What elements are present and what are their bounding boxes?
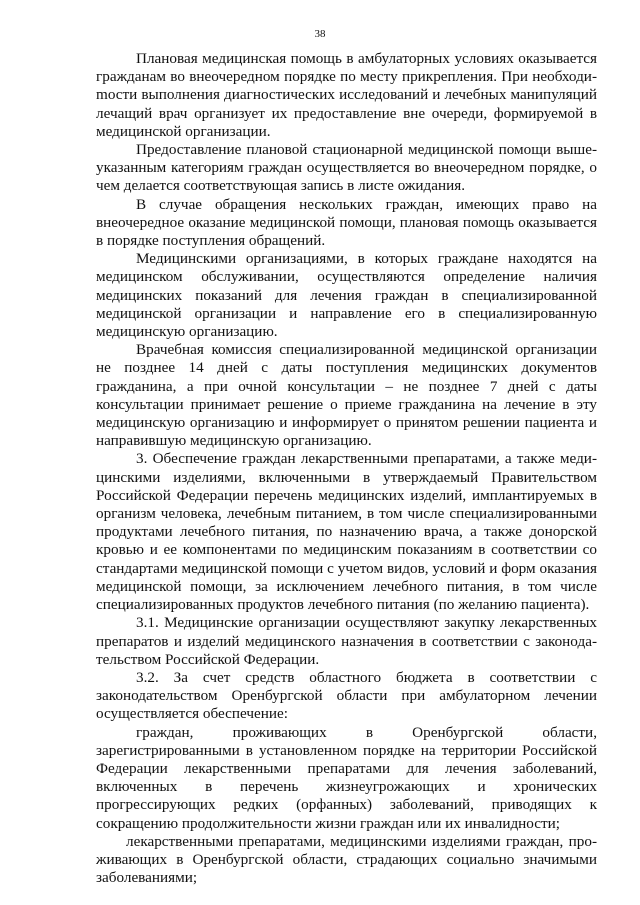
paragraph-orphan-diseases: граждан, проживающих в Оренбургской области, зарегистрированными в установленном порядке на территории Российской Федерации лекарственными препаратами для лечения заболеваний, включенных в перечень жизнеугрожающих и хронических прогрессирующих редких (орфанных) заболеваний, приводящих к сокращению продолжительности жизни граждан или их инвалидности; <box>96 723 597 832</box>
paragraph-medical-commission: Врачебная комиссия специализированной медицинской организации не позднее 14 дней с даты поступления медицинских документов гражданина, а при очной консультации – не позднее 7 дней с даты консультации принимает решение о приеме гражданина на лечение в эту медицинскую организацию и информирует о принятом решении пациента и направившую медицинскую организацию. <box>96 341 597 450</box>
paragraph-medical-indications: Медицинскими организациями, в которых граждане находятся на медицинском обслуживании, осуществляются определение наличия медицинских показаний для лечения граждан в специализированной медицинской организации и направление его в специализированную медицинскую организацию. <box>96 250 597 341</box>
paragraph-section-3-2: 3.2. За счет средств областного бюджета в соответствии с законодательством Оренбургской области при амбулаторном лечении осуществляется обеспечение: <box>96 668 597 723</box>
paragraph-planned-outpatient-care: Плановая медицинская помощь в амбулаторных условиях оказывается гражданам во внеочередном порядке по месту прикрепления. При необходиmости выполнения диагностических исследований и лечебных манипуляций лечащий врач организует их предоставление вне очереди, формируемой в медицинской организации. <box>96 50 597 140</box>
paragraph-socially-significant-diseases: лекарственными препаратами, медицинскими изделиями граждан, проживающих в Оренбургской области, страдающих социально значимыми заболеваниями; <box>96 832 597 887</box>
page-number: 38 <box>314 28 326 40</box>
paragraph-section-3-1: 3.1. Медицинские организации осуществляют закупку лекарственных препаратов и изделий медицинского назначения в соответствии с законодательством Российской Федерации. <box>96 614 597 668</box>
paragraph-planned-inpatient-care: Предоставление плановой стационарной медицинской помощи вышеуказанным категориям граждан осуществляется во внеочередном порядке, о чем делается соответствующая запись в листе ожидания. <box>96 141 597 195</box>
paragraph-section-3: 3. Обеспечение граждан лекарственными препаратами, а также медицинскими изделиями, включенными в утверждаемый Правительством Российской Федерации перечень медицинских изделий, имплантируемых в организм человека, лечебным питанием, в том числе специализированными продуктами лечебного питания, по назначению врача, а также донорской кровью и ее компонентами по медицинским показаниям в соответствии со стандартами медицинской помощи с учетом видов, условий и форм оказания медицинской помощи, за исключением лечебного питания, в том числе специализированных продуктов лечебного питания (по желанию пациента). <box>96 450 597 614</box>
document-body <box>96 50 597 887</box>
paragraph-multiple-requests: В случае обращения нескольких граждан, имеющих право на внеочередное оказание медицинской помощи, плановая помощь оказывается в порядке поступления обращений. <box>96 195 597 250</box>
